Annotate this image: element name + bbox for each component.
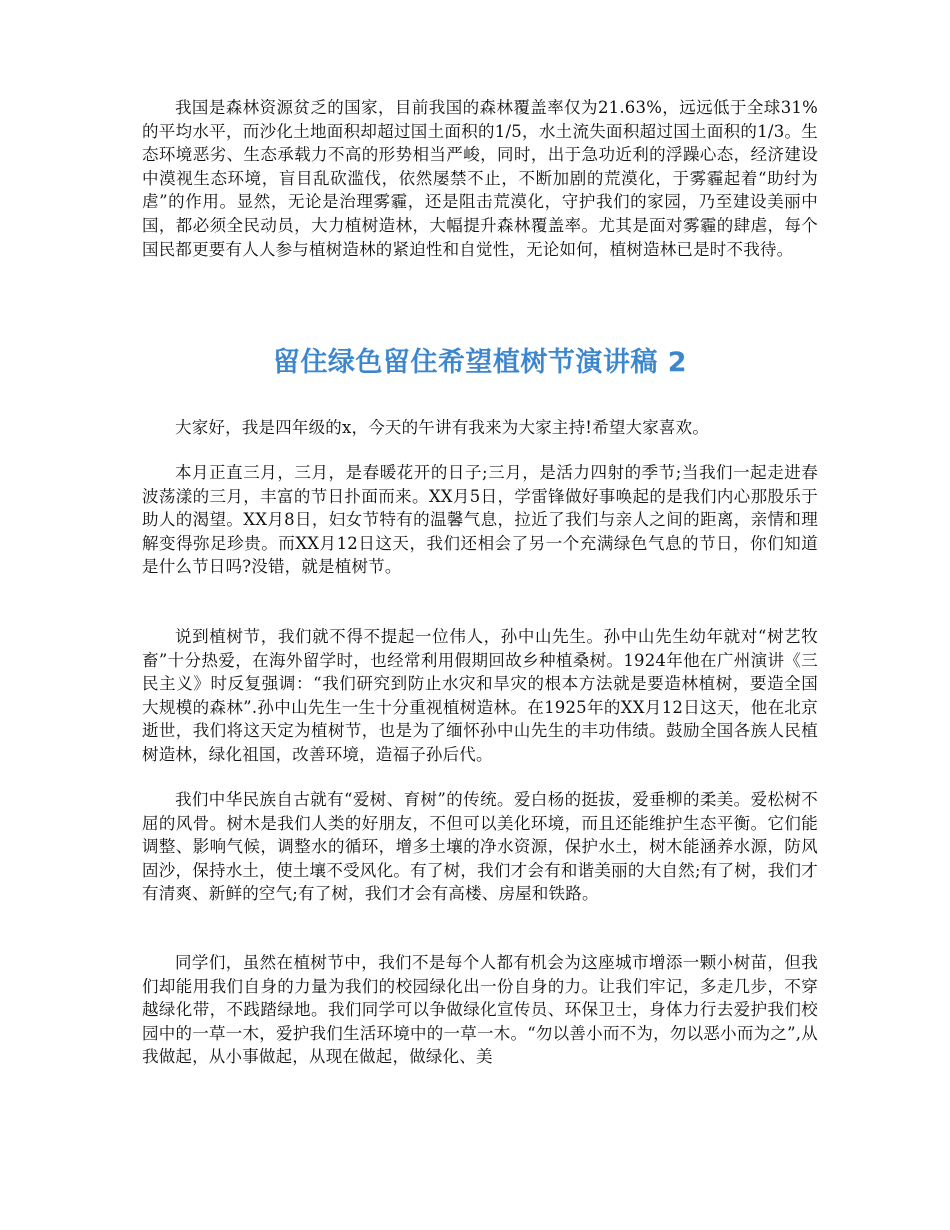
intro-paragraph: 我国是森林资源贫乏的国家，目前我国的森林覆盖率仅为21.63%，远远低于全球31%的平均水平，而沙化土地面积却超过国土面积的1/5，水土流失面积超过国土面积的1/3。生态环境恶劣、生态承载力不高的形势相当严峻，同时，出于急功近利的浮躁心态，经济建设中漠视生态环境，盲目乱砍滥伐，依然屡禁不止，不断加剧的荒漠化，于雾霾起着“助纣为虐”的作用。显然，无论是治理雾霾，还是阻击荒漠化，守护我们的家园，乃至建设美丽中国，都必须全民动员，大力植树造林，大幅提升森林覆盖率。尤其是面对雾霾的肆虐，每个国民都更要有人人参与植树造林的紧迫性和自觉性，无论如何，植树造林已是时不我待。 (142, 98, 818, 259)
paragraph-sun-yat-sen: 说到植树节，我们就不得不提起一位伟人，孙中山先生。孙中山先生幼年就对“树艺牧畜”十分热爱，在海外留学时，也经常利用假期回故乡种植桑树。1924年他在广州演讲《三民主义》时反复强调：“我们研究到防止水灾和旱灾的根本方法就是要造林植树，要造全国大规模的森林”.孙中山先生一生十分重视植树造林。在1925年的XX月12日这天，他在北京逝世，我们将这天定为植树节，也是为了缅怀孙中山先生的丰功伟绩。鼓励全国各族人民植树造林，绿化祖国，改善环境，造福子孙后代。 (142, 627, 818, 764)
paragraph-students-call: 同学们，虽然在植树节中，我们不是每个人都有机会为这座城市增添一颗小树苗，但我们却能用我们自身的力量为我们的校园绿化出一份自身的力。让我们牢记，多走几步，不穿越绿化带，不践踏绿地。我们同学可以争做绿化宣传员、环保卫士，身体力行去爱护我们校园中的一草一木，爱护我们生活环境中的一草一木。“勿以善小而不为，勿以恶小而为之”,从我做起，从小事做起，从现在做起，做绿化、美 (142, 953, 818, 1067)
paragraph-tree-tradition: 我们中华民族自古就有“爱树、育树”的传统。爱白杨的挺拔，爱垂柳的柔美。爱松树不屈的风骨。树木是我们人类的好朋友，不但可以美化环境，而且还能维护生态平衡。它们能调整、影响气候，调整水的循环，增多土壤的净水资源，保护水土，树木能涵养水源，防风固沙，保持水土，使土壤不受风化。有了树，我们才会有和谐美丽的大自然;有了树，我们才有清爽、新鲜的空气;有了树，我们才会有高楼、房屋和铁路。 (142, 790, 818, 904)
paragraph-greeting: 大家好，我是四年级的x，今天的午讲有我来为大家主持!希望大家喜欢。 (175, 418, 710, 437)
section-title: 留住绿色留住希望植树节演讲稿 2 (272, 347, 688, 378)
paragraph-march-festivals: 本月正直三月，三月，是春暖花开的日子;三月，是活力四射的季节;当我们一起走进春波荡漾的三月，丰富的节日扑面而来。XX月5日，学雷锋做好事唤起的是我们内心那股乐于助人的渴望。XX月8日，妇女节特有的温馨气息，拉近了我们与亲人之间的距离，亲情和理解变得弥足珍贵。而XX月12日这天，我们还相会了另一个充满绿色气息的节日，你们知道是什么节日吗?没错，就是植树节。 (142, 463, 818, 577)
